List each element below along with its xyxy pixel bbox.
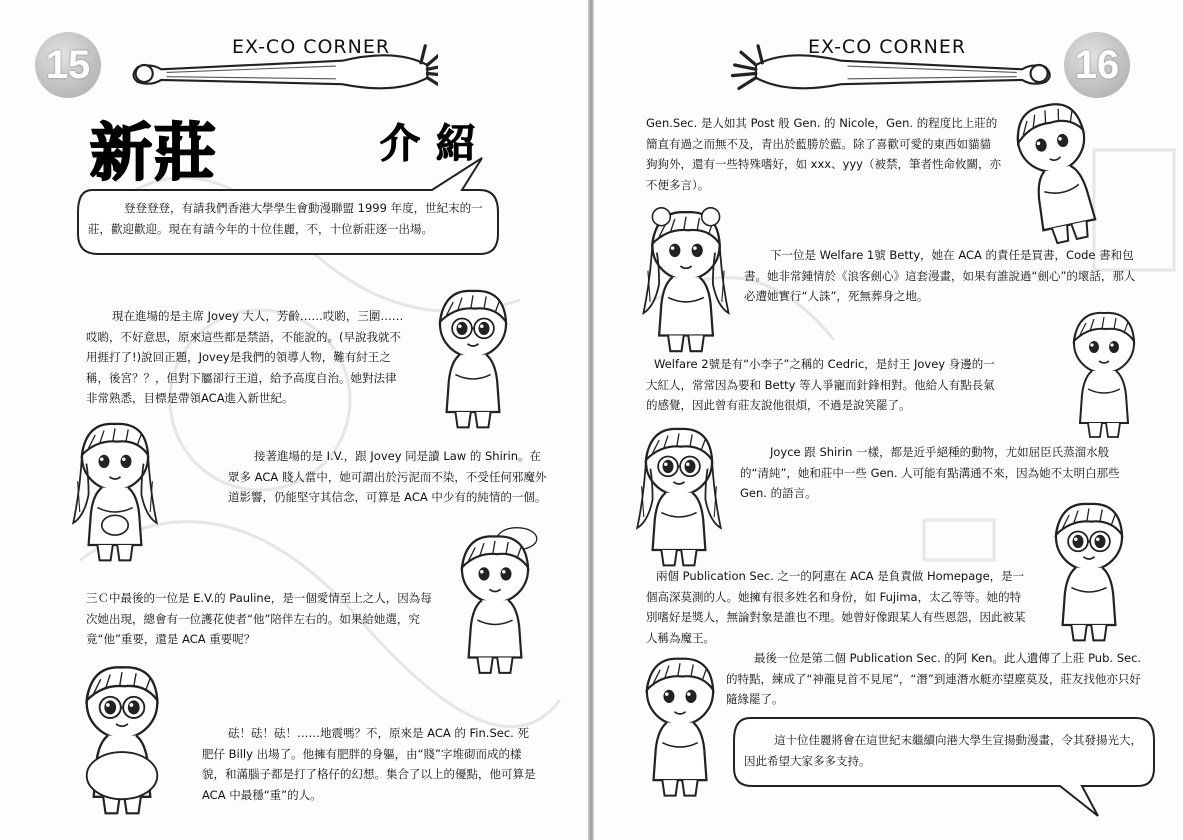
cedric-portrait-icon <box>1054 303 1154 443</box>
page-number-badge: 16 <box>1064 32 1130 98</box>
corner-title: EX-CO CORNER <box>232 36 391 58</box>
para-billy: 砝！砝！砝！……地震嗎？不，原來是 ACA 的 Fin.Sec. 死肥仔 Billy 出場了。他擁有肥胖的身軀，由“賤”字堆砌而成的樣貌，和滿腦子都是打了格仔的幻想。集合了以上的優點，他可算是 ACA 中最穩“重”的人。 <box>202 726 536 802</box>
left-page <box>0 0 588 840</box>
pauline-portrait-icon <box>440 515 550 690</box>
intro-text: 登登登登，有請我們香港大學學生會動漫聯盟 1999 年度，世紀末的一莊，歡迎歡迎。現在有請今年的十位佳麗，不，十位新莊逐一出場。 <box>88 201 483 236</box>
joyce-portrait-icon <box>624 420 734 570</box>
para-jovey: 現在進場的是主席 Jovey 大人，芳齡……哎喲，三圍……哎喲，不好意思，原來這些都是禁語，不能說的。(早說我就不用捱打了!)說回正題，Jovey是我們的領導人物，難有紂王之稱，後宮？？，但對下屬卻行王道，給予高度自治。她對法律非常熟悉，目標是帶領ACA進入新世紀。 <box>86 309 404 405</box>
para-iv: 接著進場的是 I.V.，跟 Jovey 同是讀 Law 的 Shirin。在眾多 ACA 賤人當中，她可謂出於污泥而不染，不受任何邪魔外道影響，仍能堅守其信念，可算是 ACA 中少有的純情的一個。 <box>228 449 547 504</box>
para-pauline: 三Ｃ中最後的一位是 E.V.的 Pauline，是一個愛情至上之人，因為每次她出現，總會有一位護花使者“他”陪伴左右的。如果給她選，究竟“他”重要，還是 ACA 重要呢？ <box>86 591 432 646</box>
jovey-portrait-icon <box>418 282 528 432</box>
page-number-badge: 15 <box>35 32 101 98</box>
betty-portrait-icon <box>630 192 742 367</box>
fujima-portrait-icon <box>1034 495 1144 645</box>
corner-title: EX-CO CORNER <box>808 36 967 58</box>
closing-text: 這十位佳麗將會在這世紀末繼續向港大學生宣揚動漫畫，令其發揚光大，因此希望大家多多支持。 <box>744 733 1142 768</box>
para-fujima: 兩個 Publication Sec. 之一的阿惠在 ACA 是負責做 Homepage，是一個高深莫測的人。她擁有很多姓名和身份，如 Fujima，太乙等等。她的特別嗜好是獎人，無論對象是誰也不理。她曾好像跟某人有些恩怨，因此被某人稱為魔王。 <box>646 569 1026 645</box>
nicole-portrait-icon <box>1000 96 1112 246</box>
shirin-portrait-icon <box>60 405 170 575</box>
para-ken: 最後一位是第二個 Publication Sec. 的阿 Ken。此人遺傳了上莊 Pub. Sec. 的特點，練成了“神龍見首不見尾”，“潛”到連潛水艇亦望塵莫及，莊友找他亦只好隨緣罷了。 <box>726 651 1142 706</box>
main-title: 新莊 <box>90 116 219 189</box>
para-joyce: Joyce 跟 Shirin 一樣，都是近乎絕種的動物，尤如屈臣氏蒸溜水般的“清純”，她和莊中一些 Gen. 人可能有點溝通不來，因為她不太明白那些 Gen. 的語言。 <box>740 445 1120 500</box>
ken-portrait-icon <box>624 650 736 800</box>
para-betty: 下一位是 Welfare 1號 Betty，她在 ACA 的責任是買書，Code 書和包書。她非常鍾情於《浪客劍心》這套漫畫，如果有誰說過“劍心”的壞話，那人必遭她實行“人誅”，死無葬身之地。 <box>744 248 1136 303</box>
sub-title: 介紹 <box>380 121 492 167</box>
billy-portrait-icon <box>62 658 182 818</box>
para-cedric: Welfare 2號是有“小李子”之稱的 Cedric，是紂王 Jovey 身邊的一大紅人，常常因為要和 Betty 等人爭寵而針鋒相對。他給人有點長氣的感覺，因此曾有莊友說他很煩，不過是說笑罷了。 <box>646 357 995 412</box>
right-page <box>594 0 1183 840</box>
para-nicole: Gen.Sec. 是人如其 Post 般 Gen. 的 Nicole，Gen. 的程度比上莊的簡直有過之而無不及，青出於藍勝於藍。除了喜歡可愛的東西如貓貓狗狗外，還有一些特殊嗜好，如 xxx、yyy（被禁，筆者性命攸關，亦不便多言）。 <box>646 116 1001 192</box>
